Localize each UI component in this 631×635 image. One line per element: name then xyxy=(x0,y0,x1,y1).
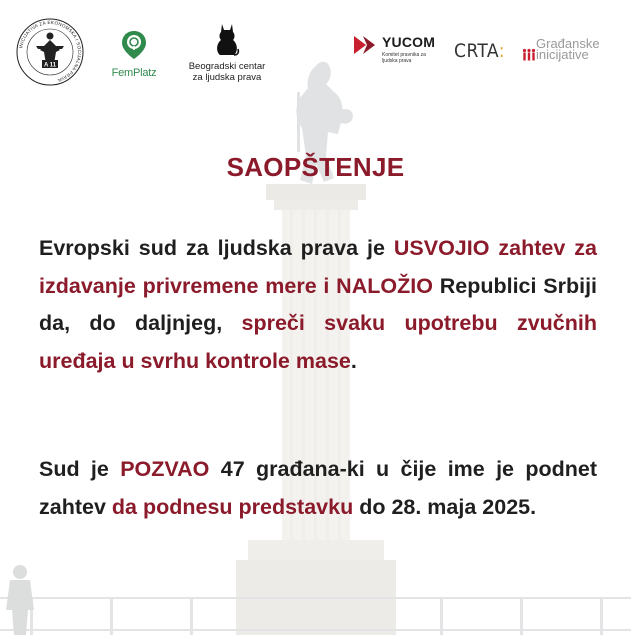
bcljp-line1: Beogradski centar xyxy=(188,61,266,72)
partner-logos xyxy=(0,14,631,94)
a11-ring-text: INICIJATIVA ZA EKONOMSKA I SOCIJALNA PRAVA xyxy=(18,19,83,83)
a11-initiative-logo xyxy=(14,16,86,88)
announcement-title: SAOPŠTENJE xyxy=(226,152,405,182)
announcement-paragraph-1 xyxy=(39,230,597,380)
gi-line2: inicijative xyxy=(536,47,589,62)
femplatz-name: FemPlatz xyxy=(111,67,157,79)
a11-center-label: A 11 xyxy=(43,62,57,69)
yucom-subtitle: Komitet pravnika za ljudska prava xyxy=(382,52,426,64)
p1-highlight-segment: spreči svaku upotrebu zvučnih uređaja u svrhu kontrole mase xyxy=(39,311,597,373)
p2-segment: 47 građana-ki u čije ime je podnet zahtev xyxy=(39,457,597,519)
p2-segment: Sud je xyxy=(39,457,121,481)
p1-segment: Evropski sud za ljudska prava je xyxy=(39,236,394,260)
gradjanske-inicijative-logo xyxy=(522,38,626,78)
crta-logo xyxy=(454,40,505,62)
gi-line1: Građanske xyxy=(536,36,600,51)
p1-segment: . xyxy=(350,348,357,373)
femplatz-logo xyxy=(106,30,162,86)
yucom-chevrons-icon xyxy=(352,34,380,56)
yucom-logo xyxy=(352,32,442,72)
p2-segment: do 28. maja 2025. xyxy=(353,494,537,519)
crta-name: CRTA xyxy=(454,40,499,62)
bcljp-logo xyxy=(184,22,270,92)
yucom-name: YUCOM xyxy=(382,34,436,50)
crta-mark: : xyxy=(498,40,506,62)
p1-segment: Republici Srbiji da, do daljnjeg, xyxy=(39,273,598,335)
p1-highlight-segment: USVOJIO zahtev za izdavanje privremene mere i NALOŽIO xyxy=(39,236,597,298)
announcement-paragraph-2 xyxy=(39,451,597,526)
people-figures-icon xyxy=(522,48,536,62)
bcljp-line2: za ljudska prava xyxy=(192,72,262,83)
p2-highlight-segment: POZVAO xyxy=(120,457,210,481)
black-cat-icon xyxy=(214,22,240,56)
a11-emblem-icon xyxy=(14,16,86,88)
p2-highlight-segment: da podnesu predstavku xyxy=(111,494,354,519)
femplatz-pin-icon xyxy=(120,30,148,60)
